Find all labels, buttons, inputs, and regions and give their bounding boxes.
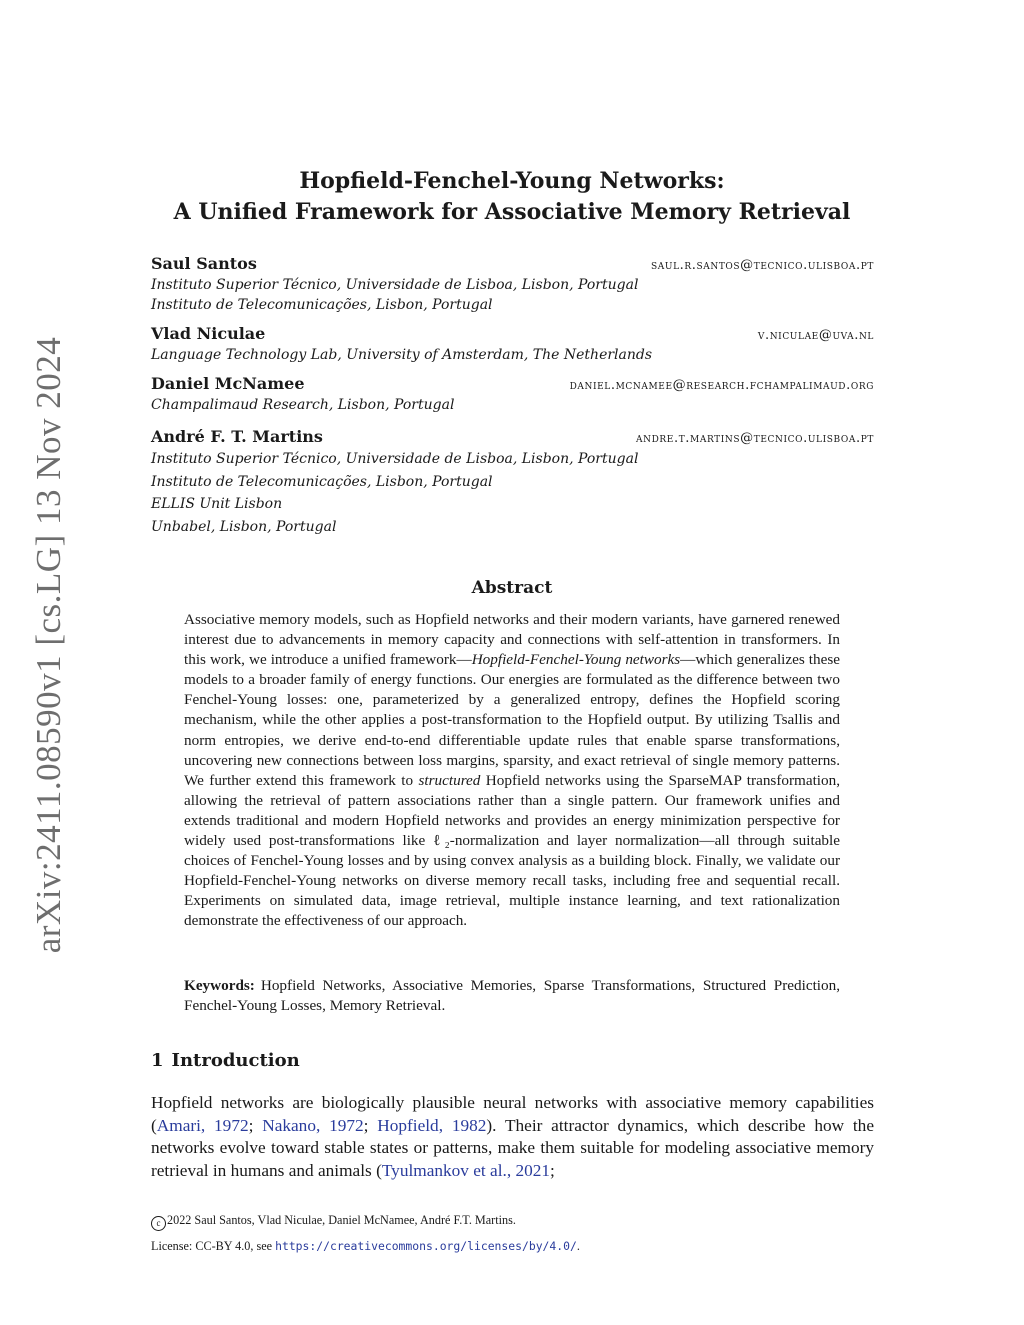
author-affiliation: Instituto Superior Técnico, Universidade de Lisboa, Lisbon, Portugal — [151, 277, 639, 293]
license-link[interactable]: https://creativecommons.org/licenses/by/4.0/ — [275, 1239, 577, 1253]
citation-link[interactable]: Hopfield, 1982 — [377, 1115, 487, 1135]
paper-title-line-2: A Unified Framework for Associative Memory Retrieval — [173, 199, 851, 225]
copyright-icon: c — [151, 1216, 166, 1231]
author-block — [151, 374, 874, 415]
abstract-text-part: Associative memory models, such as Hopfield networks and their modern variants, have garnered renewed interest due to advancements in memory capacity and connections with self-attention in transformers. In this work, we introduce a unified framework— — [184, 611, 840, 669]
intro-text: ; — [363, 1115, 378, 1135]
author-affiliation: Unbabel, Lisbon, Portugal — [151, 518, 337, 535]
author-block — [151, 254, 874, 315]
author-affiliation: Language Technology Lab, University of Amsterdam, The Netherlands — [151, 347, 653, 363]
citation-link[interactable]: Tyulmankov et al., 2021 — [381, 1160, 551, 1180]
author-email[interactable]: saul.r.santos@tecnico.ulisboa.pt — [651, 258, 874, 273]
introduction-paragraph — [151, 1092, 874, 1182]
author-affiliation: Champalimaud Research, Lisbon, Portugal — [151, 397, 455, 413]
intro-text: ; — [550, 1160, 555, 1180]
section-heading-introduction — [151, 1050, 300, 1071]
author-name: Saul Santos — [151, 254, 257, 273]
keywords-text: Hopfield Networks, Associative Memories, Sparse Transformations, Structured Prediction, Fenchel-Young Losses, Memory Retrieval. — [184, 977, 840, 1015]
license-prefix: License: CC-BY 4.0, see — [151, 1239, 276, 1253]
author-name: Vlad Niculae — [151, 324, 266, 343]
intro-text: ; — [248, 1115, 263, 1135]
abstract-heading: Abstract — [471, 578, 553, 598]
copyright-footnote — [151, 1213, 874, 1231]
citation-link[interactable]: Amari, 1972 — [156, 1115, 249, 1135]
intro-text: ). Their attractor dynamics, which describe how the networks evolve toward stable states or patterns, make them suitable for modeling associative memory retrieval in humans and animals ( — [151, 1115, 874, 1180]
author-name: André F. T. Martins — [151, 427, 323, 446]
author-email[interactable]: daniel.mcnamee@research.fchampalimaud.org — [569, 378, 874, 393]
abstract-text-part: —which generalizes these models to a broader family of energy functions. Our energies are formulated as the difference between two Fenchel-Young losses: one, parameterized by a generalized entropy, defines the Hopfield scoring mechanism, while the other applies a post-transformation to the Hopfield output. By utilizing Tsallis and norm entropies, we derive end-to-end differentiable update rules that enable sparse transformations, uncovering new connections between loss margins, sparsity, and exact retrieval of single memory patterns. We further extend this framework to — [184, 651, 841, 789]
section-title: Introduction — [171, 1050, 300, 1071]
keywords — [184, 976, 840, 1016]
license-suffix: . — [576, 1239, 580, 1253]
author-affiliation: Instituto de Telecomunicações, Lisbon, Portugal — [151, 297, 493, 313]
arxiv-identifier-stamp: arXiv:2411.08590v1 [cs.LG] 13 Nov 2024 — [29, 336, 68, 954]
citation-link[interactable]: Nakano, 1972 — [262, 1115, 364, 1135]
copyright-text: 2022 Saul Santos, Vlad Niculae, Daniel McNamee, André F.T. Martins. — [167, 1213, 516, 1227]
author-name: Daniel McNamee — [151, 374, 305, 393]
abstract-emphasis: structured — [418, 771, 481, 789]
author-email[interactable]: andre.t.martins@tecnico.ulisboa.pt — [636, 431, 874, 446]
author-affiliation: Instituto de Telecomunicações, Lisbon, Portugal — [151, 473, 493, 490]
intro-text: Hopfield networks are biologically plausible neural networks with associative memory capabilities ( — [151, 1093, 874, 1135]
keywords-label: Keywords: — [184, 977, 255, 994]
abstract-emphasis: Hopfield-Fenchel-Young networks — [471, 651, 681, 669]
author-affiliation: Instituto Superior Técnico, Universidade de Lisboa, Lisbon, Portugal — [151, 451, 639, 467]
abstract-text — [184, 610, 840, 932]
author-block — [151, 324, 874, 365]
abstract-text-part: Hopfield networks using the SparseMAP transformation, allowing the retrieval of pattern associations rather than a single pattern. Our framework unifies and extends traditional and modern Hopfield networks and provides an energy minimization perspective for widely used post-transformations like ℓ₂-normalization and layer normalization—all through suitable choices of Fenchel-Young losses and by using convex analysis as a building block. Finally, we validate our Hopfield-Fenchel-Young networks on diverse memory recall tasks, including free and sequential recall. Experiments on simulated data, image retrieval, multiple instance learning, and text rationalization demonstrate the effectiveness of our approach. — [184, 771, 841, 930]
author-block — [151, 427, 874, 538]
license-footnote — [151, 1239, 874, 1254]
author-affiliation: ELLIS Unit Lisbon — [151, 496, 283, 512]
section-number: 1 — [151, 1050, 164, 1071]
paper-title — [0, 166, 1024, 228]
author-email[interactable]: v.niculae@uva.nl — [757, 328, 874, 343]
paper-title-line-1: Hopfield-Fenchel-Young Networks: — [299, 168, 725, 194]
